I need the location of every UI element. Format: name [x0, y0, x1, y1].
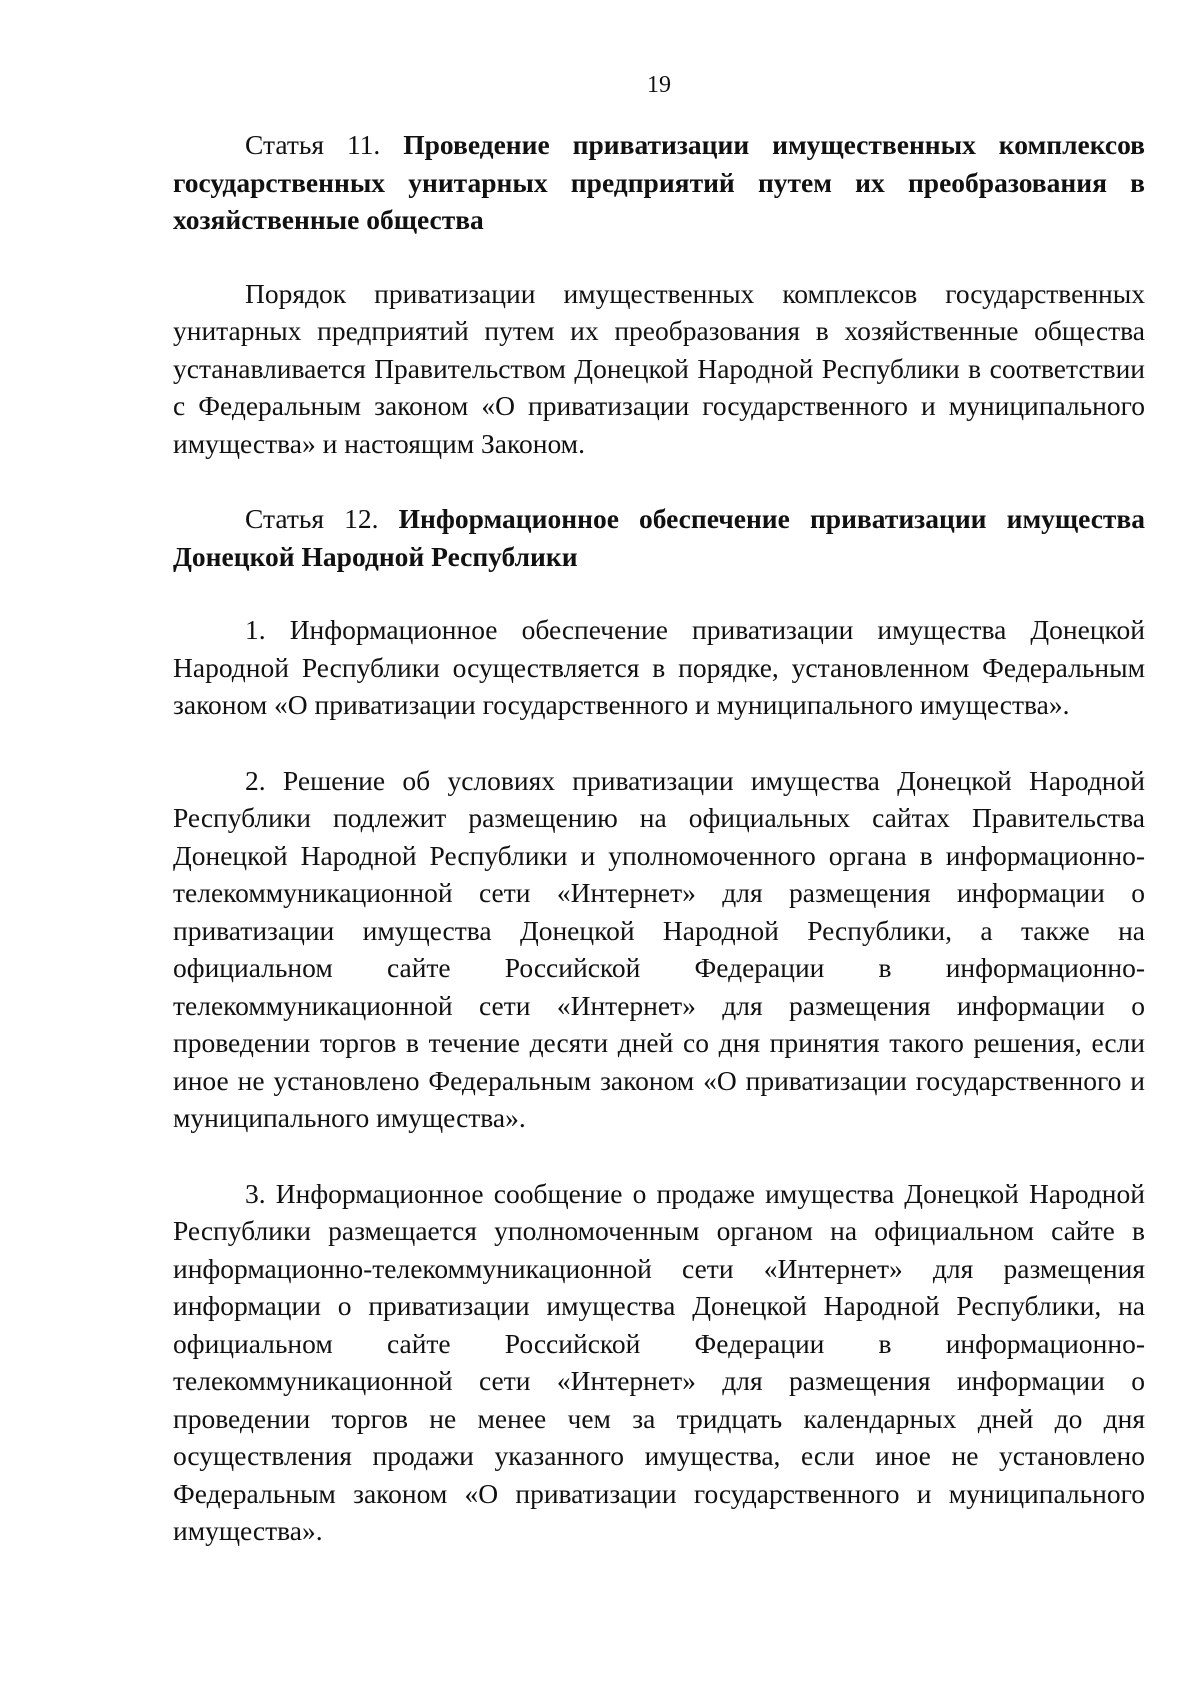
article-11-heading	[173, 126, 1145, 239]
article-11-prefix: Статья 11.	[245, 129, 381, 160]
article-12-paragraph-2: 2. Решение об условиях приватизации имущества Донецкой Народной Республики подлежит размещению на официальных сайтах Правительства Донецкой Народной Республики и уполномоченного органа в информационно-телекоммуникационной сети «Интернет» для размещения информации о приватизации имущества Донецкой Народной Республики, а также на официальном сайте Российской Федерации в информационно-телекоммуникационной сети «Интернет» для размещения информации о проведении торгов в течение десяти дней со дня принятия такого решения, если иное не установлено Федеральным законом «О приватизации государственного и муниципального имущества».	[173, 764, 1145, 1133]
article-12-prefix: Статья 12.	[245, 503, 379, 534]
article-12-heading	[173, 500, 1145, 575]
article-11-text: Порядок приватизации имущественных комплексов государственных унитарных предприятий путем их преобразования в хозяйственные общества устанавливается Правительством Донецкой Народной Республики в соответствии с Федеральным законом «О приватизации государственного и муниципального имущества» и настоящим Законом.	[173, 277, 1145, 459]
article-12-paragraph-3: 3. Информационное сообщение о продаже имущества Донецкой Народной Республики размещается уполномоченным органом на официальном сайте в информационно-телекоммуникационной сети «Интернет» для размещения информации о приватизации имущества Донецкой Народной Республики, на официальном сайте Российской Федерации в информационно-телекоммуникационной сети «Интернет» для размещения информации о проведении торгов не менее чем за тридцать календарных дней до дня осуществления продажи указанного имущества, если иное не установлено Федеральным законом «О приватизации государственного и муниципального имущества».	[173, 1177, 1145, 1546]
page-content	[173, 126, 1145, 1550]
page-number: 19	[647, 72, 671, 98]
article-12-paragraph-1: 1. Информационное обеспечение приватизации имущества Донецкой Народной Республики осуществляется в порядке, установленном Федеральным законом «О приватизации государственного и муниципального имущества».	[173, 614, 1145, 720]
article-11-title: Проведение приватизации имущественных комплексов государственных унитарных предприятий путем их преобразования в хозяйственные общества	[173, 129, 1145, 235]
article-12-title: Информационное обеспечение приватизации имущества Донецкой Народной Республики	[173, 503, 1146, 572]
